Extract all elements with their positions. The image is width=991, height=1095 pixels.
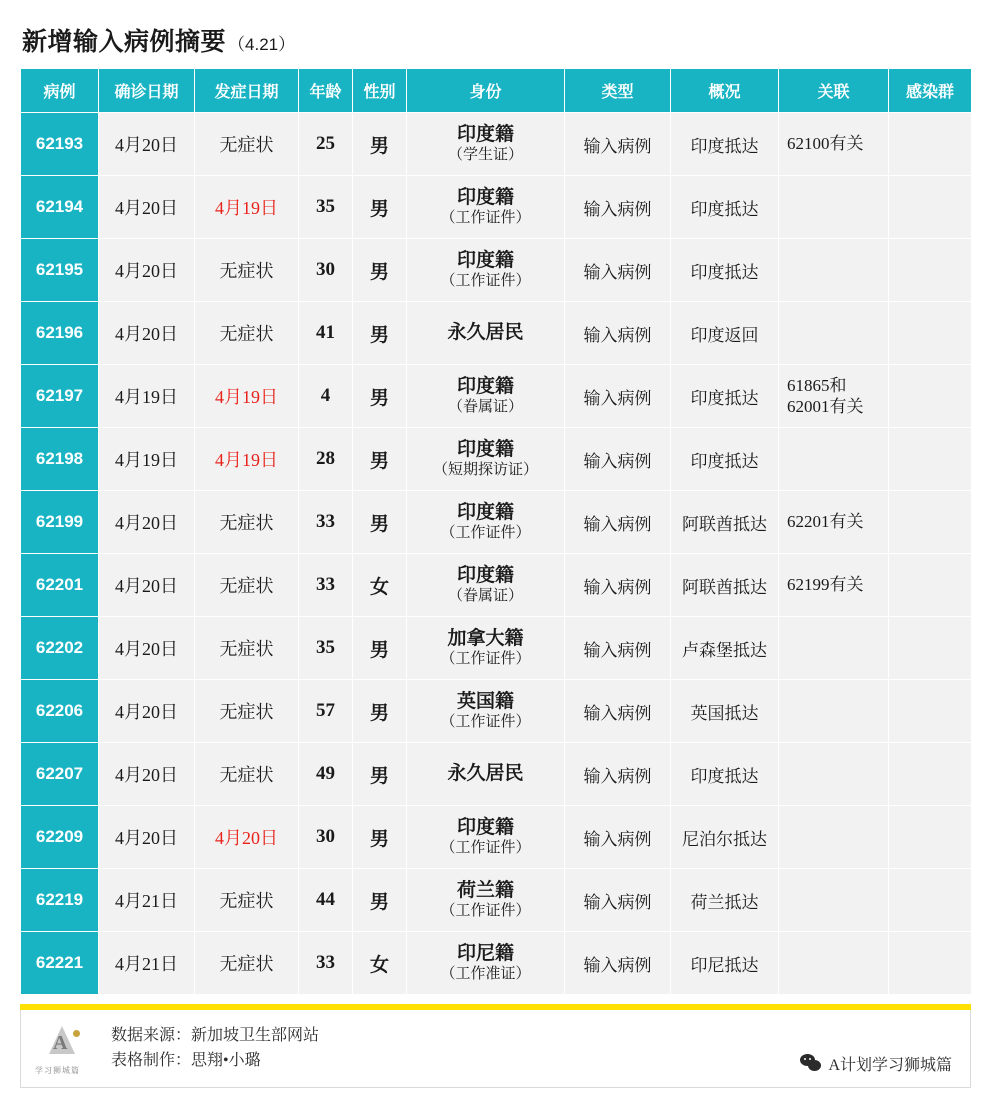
cell-summary: 阿联酋抵达	[671, 491, 779, 554]
cell-sex: 男	[353, 176, 407, 239]
cell-link	[779, 176, 889, 239]
cell-link: 61865和 62001有关	[779, 365, 889, 428]
cell-confirm-date: 4月19日	[99, 365, 195, 428]
cell-age: 4	[299, 365, 353, 428]
cell-age: 41	[299, 302, 353, 365]
cell-age: 25	[299, 113, 353, 176]
cell-confirm-date: 4月20日	[99, 743, 195, 806]
cell-cluster	[889, 113, 972, 176]
cell-onset-date: 无症状	[195, 869, 299, 932]
wechat-icon	[800, 1054, 822, 1073]
cell-confirm-date: 4月20日	[99, 617, 195, 680]
cell-confirm-date: 4月20日	[99, 176, 195, 239]
footer	[20, 1010, 971, 1088]
cell-onset-date: 无症状	[195, 932, 299, 995]
logo-letter: A	[53, 1031, 68, 1054]
cell-identity: 加拿大籍 （工作证件）	[407, 617, 565, 680]
cell-case-number: 62206	[21, 680, 99, 743]
cell-onset-date: 无症状	[195, 491, 299, 554]
cell-case-number: 62219	[21, 869, 99, 932]
cell-onset-date: 无症状	[195, 302, 299, 365]
cell-cluster	[889, 491, 972, 554]
cell-identity: 印度籍 （工作证件）	[407, 491, 565, 554]
cell-case-number: 62197	[21, 365, 99, 428]
cell-case-number: 62195	[21, 239, 99, 302]
wechat-account-name: A计划学习狮城篇	[828, 1057, 952, 1074]
cell-onset-date: 4月19日	[195, 176, 299, 239]
cell-onset-date: 无症状	[195, 113, 299, 176]
cell-sex: 男	[353, 428, 407, 491]
table-row	[21, 680, 972, 743]
cell-type: 输入病例	[565, 491, 671, 554]
cell-identity: 印尼籍 （工作准证）	[407, 932, 565, 995]
cell-sex: 女	[353, 932, 407, 995]
cell-age: 28	[299, 428, 353, 491]
page-title	[0, 0, 991, 68]
cell-link: 62201有关	[779, 491, 889, 554]
cell-onset-date: 无症状	[195, 743, 299, 806]
cell-type: 输入病例	[565, 617, 671, 680]
cell-cluster	[889, 428, 972, 491]
cell-link	[779, 428, 889, 491]
cell-type: 输入病例	[565, 743, 671, 806]
cell-type: 输入病例	[565, 680, 671, 743]
cell-onset-date: 4月20日	[195, 806, 299, 869]
cell-summary: 卢森堡抵达	[671, 617, 779, 680]
cell-case-number: 62207	[21, 743, 99, 806]
cell-confirm-date: 4月20日	[99, 491, 195, 554]
cell-case-number: 62221	[21, 932, 99, 995]
table-row	[21, 869, 972, 932]
cell-type: 输入病例	[565, 239, 671, 302]
cell-age: 35	[299, 617, 353, 680]
table-row	[21, 491, 972, 554]
table-row	[21, 617, 972, 680]
cell-case-number: 62201	[21, 554, 99, 617]
cell-type: 输入病例	[565, 302, 671, 365]
footer-source-line: 数据来源：新加坡卫生部网站	[111, 1026, 320, 1044]
cell-onset-date: 无症状	[195, 617, 299, 680]
cell-summary: 印尼抵达	[671, 932, 779, 995]
cell-cluster	[889, 365, 972, 428]
cell-confirm-date: 4月21日	[99, 932, 195, 995]
cell-summary: 印度抵达	[671, 428, 779, 491]
logo-caption: 学习狮城篇	[35, 1065, 80, 1075]
cell-case-number: 62198	[21, 428, 99, 491]
cell-type: 输入病例	[565, 932, 671, 995]
cell-identity: 印度籍 （眷属证）	[407, 554, 565, 617]
cell-confirm-date: 4月20日	[99, 806, 195, 869]
cell-cluster	[889, 617, 972, 680]
cell-summary: 印度抵达	[671, 239, 779, 302]
cell-case-number: 62194	[21, 176, 99, 239]
cell-cluster	[889, 806, 972, 869]
header-summary: 概况	[671, 69, 779, 113]
cell-onset-date: 无症状	[195, 680, 299, 743]
header-sex: 性别	[353, 69, 407, 113]
table-row	[21, 743, 972, 806]
table-body	[21, 113, 972, 995]
cell-identity: 印度籍 （工作证件）	[407, 176, 565, 239]
cell-sex: 男	[353, 302, 407, 365]
header-type: 类型	[565, 69, 671, 113]
cell-link	[779, 617, 889, 680]
cell-confirm-date: 4月19日	[99, 428, 195, 491]
cell-identity: 印度籍 （工作证件）	[407, 806, 565, 869]
header-case: 病例	[21, 69, 99, 113]
cell-cluster	[889, 554, 972, 617]
cell-summary: 印度抵达	[671, 113, 779, 176]
header-identity: 身份	[407, 69, 565, 113]
cell-cluster	[889, 302, 972, 365]
cell-sex: 男	[353, 491, 407, 554]
table-header-row	[21, 69, 972, 113]
cell-identity: 永久居民	[407, 743, 565, 806]
cell-case-number: 62193	[21, 113, 99, 176]
cell-age: 30	[299, 239, 353, 302]
cell-link	[779, 302, 889, 365]
header-link: 关联	[779, 69, 889, 113]
cell-cluster	[889, 239, 972, 302]
header-age: 年龄	[299, 69, 353, 113]
cell-type: 输入病例	[565, 113, 671, 176]
cell-sex: 女	[353, 554, 407, 617]
brand-logo-icon	[33, 1020, 95, 1078]
cell-confirm-date: 4月20日	[99, 113, 195, 176]
cell-age: 30	[299, 806, 353, 869]
table-row	[21, 239, 972, 302]
cell-confirm-date: 4月21日	[99, 869, 195, 932]
table-row	[21, 302, 972, 365]
cell-cluster	[889, 869, 972, 932]
cell-age: 33	[299, 554, 353, 617]
cell-onset-date: 4月19日	[195, 428, 299, 491]
cell-identity: 印度籍 （学生证）	[407, 113, 565, 176]
cell-summary: 尼泊尔抵达	[671, 806, 779, 869]
cell-sex: 男	[353, 680, 407, 743]
table-row	[21, 176, 972, 239]
cell-age: 44	[299, 869, 353, 932]
cell-summary: 荷兰抵达	[671, 869, 779, 932]
table-row	[21, 554, 972, 617]
cell-link: 62100有关	[779, 113, 889, 176]
cell-link	[779, 680, 889, 743]
cell-confirm-date: 4月20日	[99, 554, 195, 617]
cell-sex: 男	[353, 743, 407, 806]
cell-sex: 男	[353, 365, 407, 428]
header-cluster: 感染群	[889, 69, 972, 113]
cell-type: 输入病例	[565, 428, 671, 491]
cell-link	[779, 932, 889, 995]
cell-cluster	[889, 743, 972, 806]
cell-type: 输入病例	[565, 176, 671, 239]
cell-age: 35	[299, 176, 353, 239]
cell-summary: 英国抵达	[671, 680, 779, 743]
cell-identity: 印度籍 （短期探访证）	[407, 428, 565, 491]
cell-age: 33	[299, 932, 353, 995]
cell-identity: 印度籍 （眷属证）	[407, 365, 565, 428]
table-row	[21, 806, 972, 869]
cell-link	[779, 806, 889, 869]
cell-case-number: 62202	[21, 617, 99, 680]
page-title-date: （4.21）	[228, 35, 296, 54]
cell-age: 49	[299, 743, 353, 806]
cell-summary: 印度返回	[671, 302, 779, 365]
cell-type: 输入病例	[565, 806, 671, 869]
cell-case-number: 62209	[21, 806, 99, 869]
header-onset-date: 发症日期	[195, 69, 299, 113]
cell-case-number: 62196	[21, 302, 99, 365]
cell-confirm-date: 4月20日	[99, 302, 195, 365]
cell-age: 33	[299, 491, 353, 554]
cell-sex: 男	[353, 113, 407, 176]
cell-identity: 荷兰籍 （工作证件）	[407, 869, 565, 932]
cell-summary: 阿联酋抵达	[671, 554, 779, 617]
cell-type: 输入病例	[565, 554, 671, 617]
table-row	[21, 932, 972, 995]
cell-type: 输入病例	[565, 365, 671, 428]
cell-confirm-date: 4月20日	[99, 239, 195, 302]
cell-link	[779, 239, 889, 302]
page-title-main: 新增输入病例摘要	[22, 28, 227, 56]
table-row	[21, 113, 972, 176]
cell-onset-date: 4月19日	[195, 365, 299, 428]
cell-confirm-date: 4月20日	[99, 680, 195, 743]
footer-author-line: 表格制作：思翔•小璐	[111, 1051, 261, 1069]
cell-identity: 印度籍 （工作证件）	[407, 239, 565, 302]
footer-credits	[111, 1024, 319, 1074]
cell-case-number: 62199	[21, 491, 99, 554]
cell-identity: 英国籍 （工作证件）	[407, 680, 565, 743]
cases-table-container	[0, 68, 991, 995]
cases-table	[20, 68, 972, 995]
cell-type: 输入病例	[565, 869, 671, 932]
cell-cluster	[889, 680, 972, 743]
cell-cluster	[889, 176, 972, 239]
cell-identity: 永久居民	[407, 302, 565, 365]
table-row	[21, 365, 972, 428]
cell-sex: 男	[353, 869, 407, 932]
cell-summary: 印度抵达	[671, 365, 779, 428]
header-confirm-date: 确诊日期	[99, 69, 195, 113]
cell-link	[779, 743, 889, 806]
cell-summary: 印度抵达	[671, 743, 779, 806]
cell-summary: 印度抵达	[671, 176, 779, 239]
cell-link	[779, 869, 889, 932]
cell-cluster	[889, 932, 972, 995]
cell-sex: 男	[353, 617, 407, 680]
table-row	[21, 428, 972, 491]
cell-link: 62199有关	[779, 554, 889, 617]
cell-sex: 男	[353, 806, 407, 869]
cell-onset-date: 无症状	[195, 239, 299, 302]
cell-sex: 男	[353, 239, 407, 302]
wechat-account	[800, 1052, 952, 1075]
cell-age: 57	[299, 680, 353, 743]
cell-onset-date: 无症状	[195, 554, 299, 617]
